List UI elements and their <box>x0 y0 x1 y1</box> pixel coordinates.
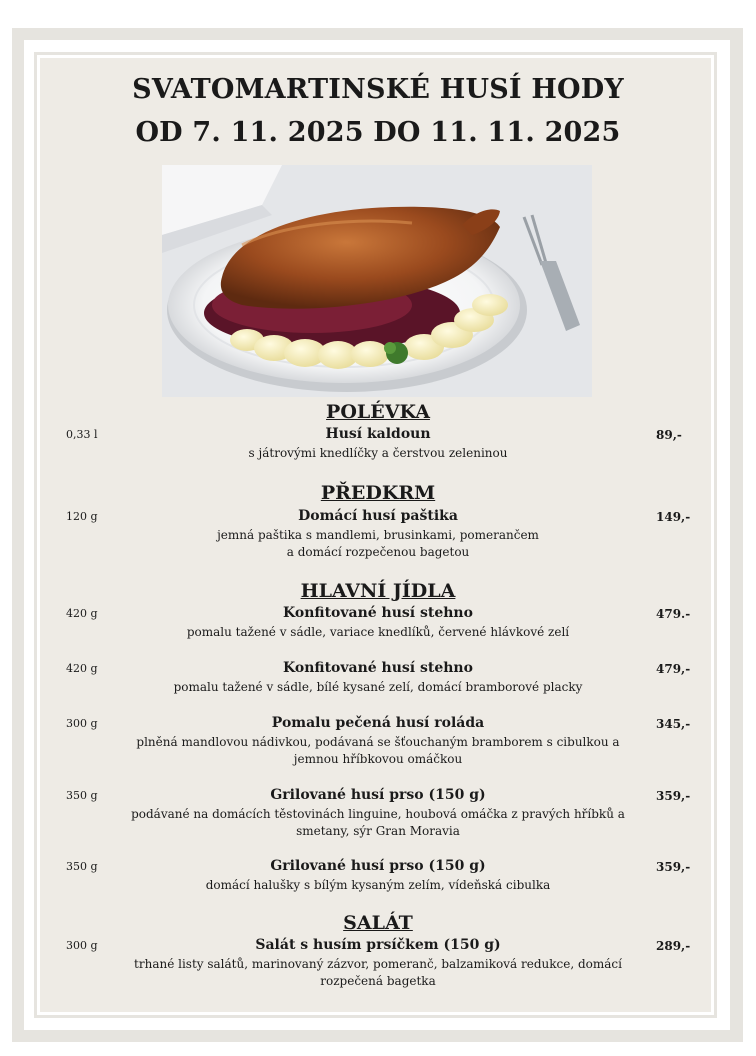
item-price: 149,- <box>656 510 691 524</box>
item-description <box>100 445 656 462</box>
item-price: 89,- <box>656 428 682 442</box>
item-description-line: pomalu tažené v sádle, variace knedlíků, červené hlávkové zelí <box>186 625 570 639</box>
item-name: Konfitované husí stehno <box>283 660 473 676</box>
item-price: 289,- <box>656 939 691 953</box>
item-description <box>100 624 656 641</box>
item-description-line: s játrovými knedlíčky a čerstvou zeleninou <box>248 446 508 460</box>
item-quantity: 300 g <box>66 717 98 730</box>
item-name: Pomalu pečená husí roláda <box>271 715 485 731</box>
item-description <box>100 679 656 696</box>
item-description-line: plněná mandlovou nádivkou, podávaná se šťouchaným bramborem s cibulkou a <box>136 735 620 749</box>
item-quantity: 350 g <box>66 860 98 873</box>
item-price: 359,- <box>656 860 691 874</box>
item-name: Salát s husím prsíčkem (150 g) <box>255 937 501 953</box>
item-price: 479.- <box>656 607 691 621</box>
item-description-line: jemná paštika s mandlemi, brusinkami, pomerančem <box>217 528 539 542</box>
item-quantity: 120 g <box>66 510 98 523</box>
item-description <box>100 527 656 561</box>
item-description <box>100 806 656 840</box>
item-quantity: 420 g <box>66 662 98 675</box>
item-description-line: pomalu tažené v sádle, bílé kysané zelí, domácí bramborové placky <box>173 680 583 694</box>
item-description-line: a domácí rozpečenou bagetou <box>286 545 470 559</box>
item-name: Grilované husí prso (150 g) <box>270 858 486 874</box>
item-name: Domácí husí paštika <box>298 508 458 524</box>
section-heading-salad: SALÁT <box>343 912 413 934</box>
item-name: Konfitované husí stehno <box>283 605 473 621</box>
item-description <box>100 956 656 990</box>
menu-title: SVATOMARTINSKÉ HUSÍ HODY <box>132 74 624 105</box>
section-heading-soup: POLÉVKA <box>326 401 430 423</box>
item-name: Grilované husí prso (150 g) <box>270 787 486 803</box>
section-heading-mains: HLAVNÍ JÍDLA <box>300 580 456 602</box>
item-description-line: jemnou hříbkovou omáčkou <box>293 752 463 766</box>
item-description <box>100 734 656 768</box>
item-description-line: rozpečená bagetka <box>320 974 436 988</box>
item-description-line: domácí halušky s bílým kysaným zelím, vídeňská cibulka <box>205 878 551 892</box>
roast-goose-photo <box>162 165 592 397</box>
item-quantity: 300 g <box>66 939 98 952</box>
item-name: Husí kaldoun <box>325 426 431 442</box>
item-description-line: trhané listy salátů, marinovaný zázvor, pomeranč, balzamiková redukce, domácí <box>134 957 622 971</box>
item-price: 359,- <box>656 789 691 803</box>
menu-dates: OD 7. 11. 2025 DO 11. 11. 2025 <box>135 117 621 148</box>
item-quantity: 0,33 l <box>66 428 98 441</box>
item-description-line: smetany, sýr Gran Moravia <box>296 824 460 838</box>
item-description <box>100 877 656 894</box>
item-quantity: 350 g <box>66 789 98 802</box>
item-price: 345,- <box>656 717 691 731</box>
section-heading-starter: PŘEDKRM <box>320 482 436 504</box>
item-description-line: podávané na domácích těstovinách linguine, houbová omáčka z pravých hříbků a <box>131 807 625 821</box>
item-price: 479,- <box>656 662 691 676</box>
item-quantity: 420 g <box>66 607 98 620</box>
